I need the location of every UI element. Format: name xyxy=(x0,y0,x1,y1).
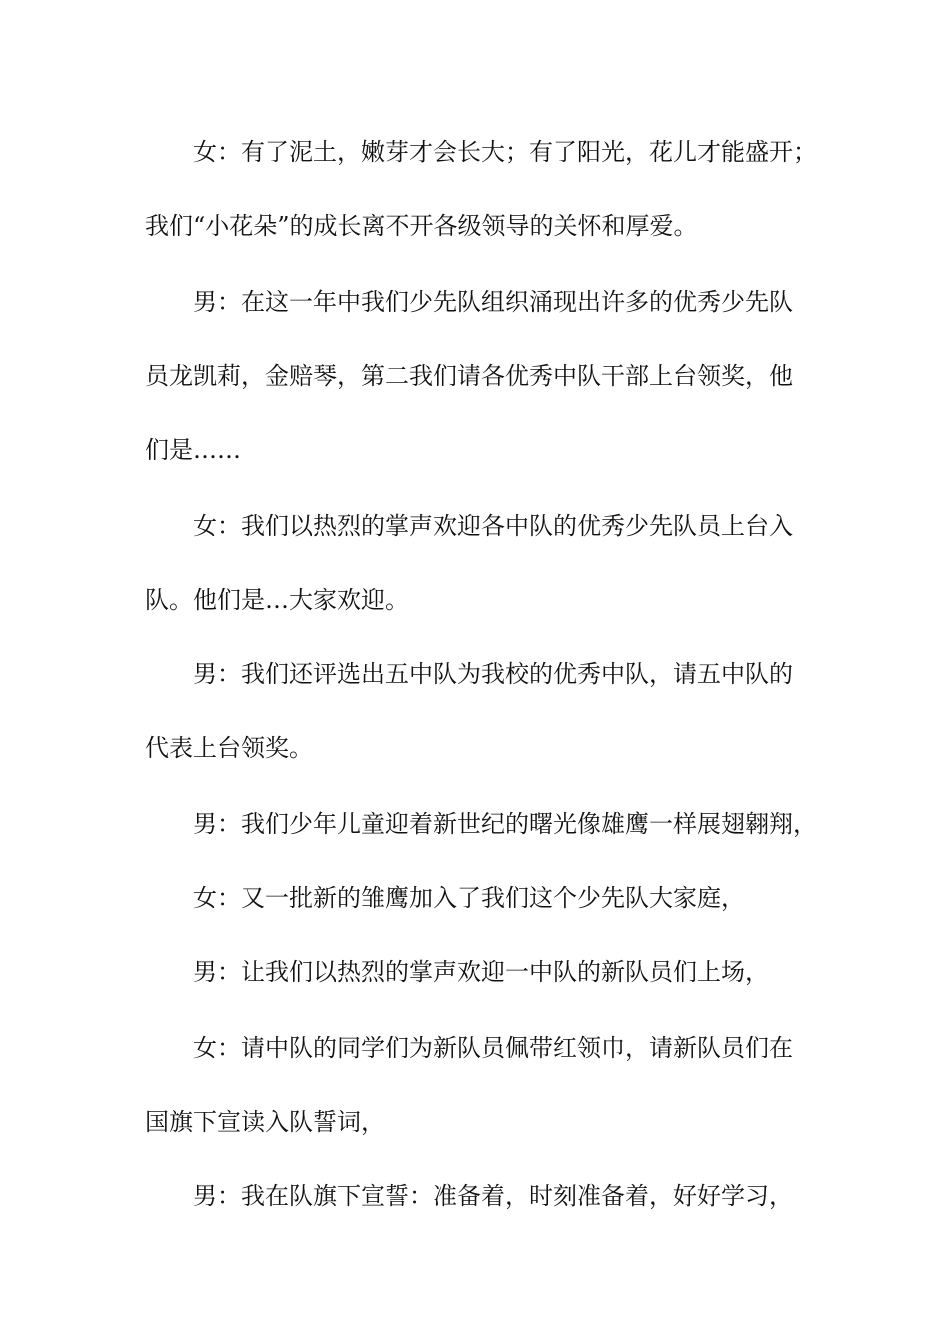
text-line: 男：我们少年儿童迎着新世纪的曙光像雄鹰一样展翅翱翔， xyxy=(193,810,817,838)
text-line: 男：让我们以热烈的掌声欢迎一中队的新队员们上场， xyxy=(193,958,769,986)
text-line: 女：我们以热烈的掌声欢迎各中队的优秀少先队员上台入 xyxy=(193,512,793,540)
text-line: 女：有了泥土，嫩芽才会长大；有了阳光，花儿才能盛开； xyxy=(193,138,817,166)
text-line: 们是…… xyxy=(145,436,241,464)
text-line: 男：在这一年中我们少先队组织涌现出许多的优秀少先队 xyxy=(193,288,793,316)
text-line: 国旗下宣读入队誓词， xyxy=(145,1108,385,1136)
text-line: 女：请中队的同学们为新队员佩带红领巾，请新队员们在 xyxy=(193,1034,793,1062)
text-line: 队。他们是…大家欢迎。 xyxy=(145,586,409,614)
text-line: 男：我们还评选出五中队为我校的优秀中队，请五中队的 xyxy=(193,660,793,688)
text-line: 代表上台领奖。 xyxy=(145,734,313,762)
text-line: 员龙凯莉，金赔琴，第二我们请各优秀中队干部上台领奖，他 xyxy=(145,362,793,390)
text-line: 我们“小花朵”的成长离不开各级领导的关怀和厚爱。 xyxy=(145,212,698,240)
text-line: 女：又一批新的雏鹰加入了我们这个少先队大家庭， xyxy=(193,884,745,912)
text-line: 男：我在队旗下宣誓：准备着，时刻准备着，好好学习， xyxy=(193,1182,793,1210)
